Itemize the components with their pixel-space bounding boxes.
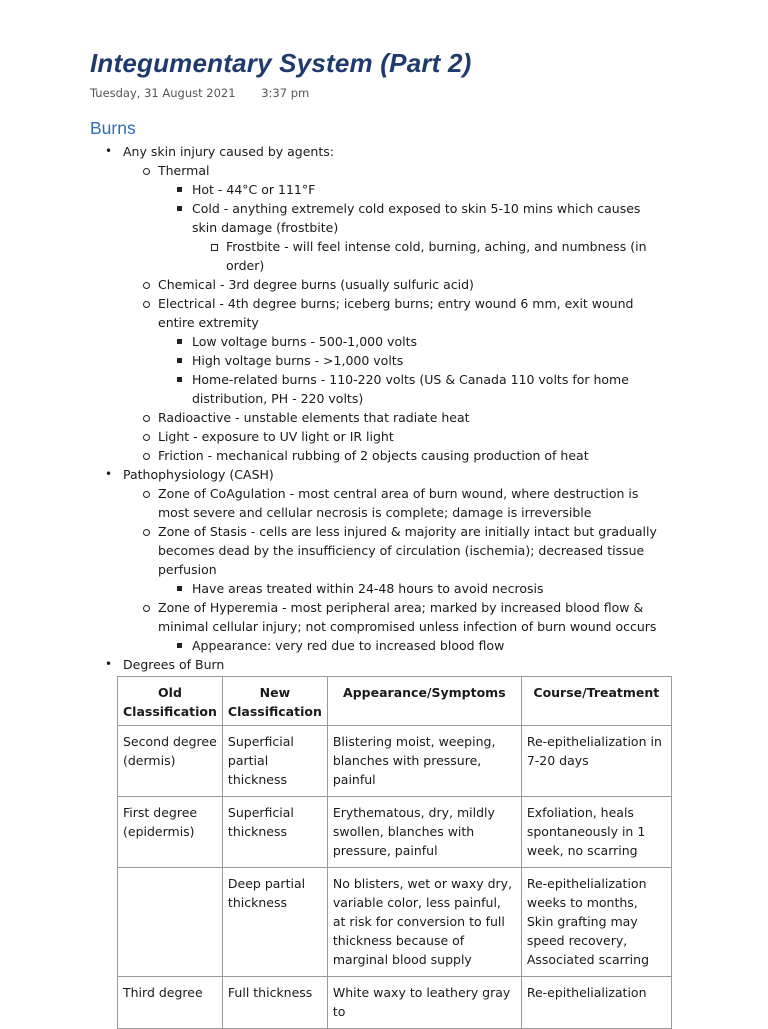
outline-level-1 bbox=[103, 142, 663, 674]
item-text: Cold - anything extremely cold exposed to skin 5-10 mins which causes skin damage (frostbite) bbox=[192, 201, 641, 235]
note-date: Tuesday, 31 August 2021 bbox=[90, 86, 236, 100]
list-item bbox=[103, 655, 663, 674]
outline-level-3 bbox=[123, 636, 663, 655]
list-item bbox=[192, 237, 663, 275]
item-text: Thermal bbox=[158, 163, 210, 178]
table-cell: Second degree (dermis) bbox=[118, 726, 223, 797]
table-header-row bbox=[118, 677, 672, 726]
table-cell: Re-epithelialization in 7-20 days bbox=[521, 726, 671, 797]
table-cell: Deep partial thickness bbox=[222, 868, 327, 977]
bullet-icon: • bbox=[105, 467, 113, 481]
table-cell bbox=[118, 868, 223, 977]
column-header: Appearance/Symptoms bbox=[327, 677, 521, 726]
table-cell: Third degree bbox=[118, 977, 223, 1029]
note-time: 3:37 pm bbox=[261, 86, 310, 100]
item-text: Have areas treated within 24-48 hours to avoid necrosis bbox=[192, 581, 544, 596]
table-row bbox=[118, 977, 672, 1029]
list-item bbox=[158, 351, 663, 370]
item-text: Low voltage burns - 500-1,000 volts bbox=[192, 334, 417, 349]
list-item bbox=[158, 579, 663, 598]
table-row bbox=[118, 868, 672, 977]
table-cell: White waxy to leathery gray to bbox=[327, 977, 521, 1029]
item-text: Frostbite - will feel intense cold, burning, aching, and numbness (in order) bbox=[226, 239, 647, 273]
notes-outline bbox=[103, 142, 663, 674]
item-text: Hot - 44°C or 111°F bbox=[192, 182, 316, 197]
list-item bbox=[123, 275, 663, 294]
table-cell: Re-epithelialization weeks to months, Skin grafting may speed recovery, Associated scarring bbox=[521, 868, 671, 977]
item-text: Chemical - 3rd degree burns (usually sulfuric acid) bbox=[158, 277, 474, 292]
column-header: New Classification bbox=[222, 677, 327, 726]
list-item bbox=[158, 199, 663, 275]
table-cell: First degree (epidermis) bbox=[118, 797, 223, 868]
item-text: Light - exposure to UV light or IR light bbox=[158, 429, 394, 444]
item-text: Pathophysiology (CASH) bbox=[123, 467, 274, 482]
table-cell: No blisters, wet or waxy dry, variable color, less painful, at risk for conversion to full thickness because of marginal blood supply bbox=[327, 868, 521, 977]
item-text: Friction - mechanical rubbing of 2 objects causing production of heat bbox=[158, 448, 589, 463]
table-cell: Superficial partial thickness bbox=[222, 726, 327, 797]
item-text: Zone of Stasis - cells are less injured & majority are initially intact but gradually becomes dead by the insufficiency of circulation (ischemia); decreased tissue perfusion bbox=[158, 524, 657, 577]
list-item bbox=[123, 446, 663, 465]
outline-level-3 bbox=[123, 579, 663, 598]
list-item bbox=[158, 370, 663, 408]
outline-level-2 bbox=[123, 484, 663, 655]
list-item bbox=[158, 332, 663, 351]
outline-level-3 bbox=[123, 180, 663, 275]
table-cell: Re-epithelialization bbox=[521, 977, 671, 1029]
list-item bbox=[123, 427, 663, 446]
item-text: Radioactive - unstable elements that radiate heat bbox=[158, 410, 470, 425]
list-item bbox=[123, 598, 663, 655]
item-text: Zone of CoAgulation - most central area of burn wound, where destruction is most severe and cellular necrosis is complete; damage is irreversible bbox=[158, 486, 639, 520]
item-text: High voltage burns - >1,000 volts bbox=[192, 353, 404, 368]
outline-level-4 bbox=[192, 237, 663, 275]
list-item bbox=[103, 142, 663, 465]
list-item bbox=[123, 294, 663, 408]
table-cell: Erythematous, dry, mildly swollen, blanches with pressure, painful bbox=[327, 797, 521, 868]
table-cell: Superficial thickness bbox=[222, 797, 327, 868]
table-row bbox=[118, 726, 672, 797]
list-item bbox=[103, 465, 663, 655]
item-text: Home-related burns - 110-220 volts (US & Canada 110 volts for home distribution, PH - 220 volts) bbox=[192, 372, 629, 406]
bullet-icon: • bbox=[105, 144, 113, 158]
table-cell: Blistering moist, weeping, blanches with pressure, painful bbox=[327, 726, 521, 797]
outline-level-2 bbox=[123, 161, 663, 465]
burn-degrees-table bbox=[117, 676, 672, 1029]
note-metadata bbox=[90, 86, 309, 100]
list-item bbox=[158, 180, 663, 199]
item-text: Any skin injury caused by agents: bbox=[123, 144, 334, 159]
list-item bbox=[158, 636, 663, 655]
table-cell: Exfoliation, heals spontaneously in 1 week, no scarring bbox=[521, 797, 671, 868]
item-text: Degrees of Burn bbox=[123, 657, 225, 672]
column-header: Old Classification bbox=[118, 677, 223, 726]
section-heading-burns: Burns bbox=[90, 118, 136, 138]
list-item bbox=[123, 484, 663, 522]
table-row bbox=[118, 797, 672, 868]
list-item bbox=[123, 522, 663, 598]
table-cell: Full thickness bbox=[222, 977, 327, 1029]
outline-level-3 bbox=[123, 332, 663, 408]
bullet-icon: • bbox=[105, 657, 113, 671]
page-title: Integumentary System (Part 2) bbox=[90, 48, 472, 78]
item-text: Electrical - 4th degree burns; iceberg burns; entry wound 6 mm, exit wound entire extremity bbox=[158, 296, 634, 330]
item-text: Appearance: very red due to increased blood flow bbox=[192, 638, 505, 653]
column-header: Course/Treatment bbox=[521, 677, 671, 726]
item-text: Zone of Hyperemia - most peripheral area; marked by increased blood flow & minimal cellular injury; not compromised unless infection of burn wound occurs bbox=[158, 600, 657, 634]
list-item bbox=[123, 161, 663, 275]
list-item bbox=[123, 408, 663, 427]
